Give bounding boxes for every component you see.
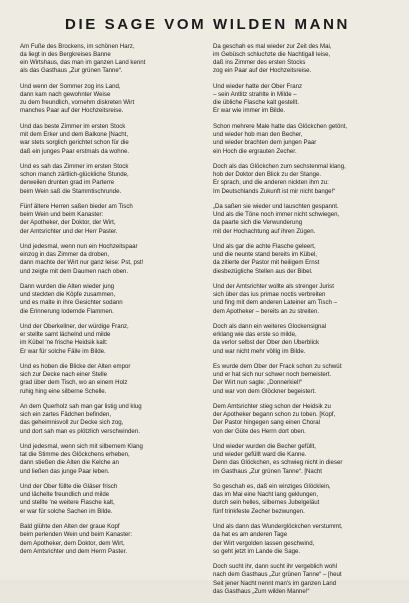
verse-line: Schon mehrere Male hatte das Glöckchen getönt, (213, 123, 348, 131)
verse-line: er stellte samt lächelnd und milde (20, 331, 111, 339)
verse-line: daß ins Zimmer des ersten Stocks (213, 59, 306, 67)
verse-line: da zitierte der Pastor mit heiligem Ernst (213, 259, 320, 267)
verse-line: und wieder gefüllt ward die Kanne. (213, 451, 307, 459)
verse-line: mit dem Erker und dem Balkone [Nacht, (20, 131, 129, 139)
verse-line: dem Amtsrichter und dem Herrn Paster. (20, 547, 128, 555)
verse-line: im Kübel 'ne frische Heidsik kalt: (20, 339, 108, 347)
verse-line: Und jedesmal, wenn sich mit silbernem Klang (20, 443, 143, 451)
verse-line: da paarte sich die Verwunderung (213, 219, 303, 227)
verse-line: Und der Oberkellner, der würdige Franz, (20, 323, 129, 331)
verse-line: beim perlenden Wein und beim Kanaster: (20, 531, 133, 539)
stanza (20, 523, 202, 556)
verse-line: und stellte 'ne weitere Flasche kalt, (20, 499, 115, 507)
verse-line: Und der Ober füllte die Gläser frisch (20, 483, 118, 491)
stanza (20, 123, 202, 156)
verse-line: Er war für solche Fälle im Bilde. (20, 347, 106, 355)
verse-line: als das Gasthaus „Zur grünen Tanne“. (20, 67, 123, 75)
verse-line: An dem Querholz sah man gar listig und klug (20, 403, 142, 411)
left-column (20, 43, 202, 603)
verse-line: Doch sucht ihr, dann sucht ihr vergeblich wohl (213, 563, 337, 571)
verse-line: Und als die Töne noch immer nicht schwiegen, (213, 211, 340, 219)
verse-line: erklang wie das erste so milde, (213, 331, 297, 339)
verse-line: Und jedesmal, wenn nun ein Hochzeitspaar (20, 243, 138, 251)
verse-line: der Wirt vergolden lassen geschwind, (213, 539, 315, 547)
stanza (213, 163, 395, 196)
stanza (20, 83, 202, 116)
verse-line: Und wenn der Sommer zog ins Land, (20, 83, 121, 91)
verse-line: Doch als dann ein weiteres Glockensignal (213, 323, 327, 331)
verse-line: der Amtsrichter und der Herr Paster. (20, 227, 118, 235)
stanza (213, 283, 395, 316)
verse-line: der Apotheker, der Doktor, der Wirt, (20, 219, 116, 227)
verse-line: durch sein helles, silbernes Jubelgeläut (213, 499, 320, 507)
stanza (213, 323, 395, 356)
verse-line: die Erinnerung lodernde Flammen. (20, 307, 114, 315)
verse-line: er war für solche Sachen im Bilde. (20, 507, 113, 515)
verse-line: Da geschah es mal wieder zur Zeit des Mai, (213, 43, 332, 50)
verse-line: die übliche Flasche kalt gestellt. (213, 99, 300, 107)
verse-line: ruhig hing eine silberne Schelle. (20, 387, 107, 395)
stanza (20, 443, 202, 476)
verse-line: grad über dem Tisch, wo an einem Holz (20, 379, 128, 387)
stanza (20, 243, 202, 276)
verse-line: ein Hoch die ergrauten Zecher. (213, 147, 297, 155)
verse-line: war stets sorglich gerichtet schon für die (20, 139, 129, 147)
stanza (213, 83, 395, 116)
verse-line: Und der Amtsrichter wollte als strenger Jurist (213, 283, 334, 291)
stanza (20, 43, 202, 76)
verse-line: und war nicht mehr völlig im Bilde. (213, 347, 306, 355)
verse-line: beim Wein und beim Kanaster: (20, 211, 104, 219)
stanza (20, 403, 202, 436)
verse-line: Doch als das Glöckchen zum sechstenmal klang, (213, 163, 346, 171)
stanza (20, 283, 202, 316)
verse-line: zu dem freundlich, vornehm diskreten Wirt (20, 99, 135, 107)
verse-line: dem Apotheker, dem Doktor, dem Wirt, (20, 539, 125, 547)
stanza (213, 43, 395, 76)
verse-line: und er hat sich nur schwer noch bemeistert. (213, 371, 332, 379)
verse-line: das Gasthaus „Zum wilden Manne!“ (213, 587, 310, 595)
verse-line: hob der Doktor den Blick zu der Stange. (213, 171, 322, 179)
verse-line: Und als dann das Wunderglöckchen verstummt, (213, 523, 343, 531)
stanza (20, 163, 202, 196)
stanza (20, 363, 202, 396)
verse-line: sich ein zartes Fädchen befinden, (20, 411, 112, 419)
verse-line: dann machte der Wirt nur ganz leise: Pst, pst! (20, 259, 144, 267)
verse-line: Es wurde dem Ober der Frack schon zu schwül: (213, 363, 343, 371)
verse-line: Er sprach, und die anderen nickten ihm zu: (213, 179, 329, 187)
verse-line: tat die Stimme des Glöckchens erheben, (20, 451, 130, 459)
verse-line: Fünf ältere Herren saßen bieder am Tisch (20, 203, 133, 211)
stanza (20, 483, 202, 516)
verse-line: und dort sah man es plötzlich verschwinden. (20, 427, 140, 435)
verse-line: so geht jetzt im Lande die Sage. (213, 547, 301, 555)
verse-line: derweilen drunten grad im Parterre (20, 179, 115, 187)
verse-line: So geschah es, daß ein winziges Glöcklein, (213, 483, 331, 491)
verse-line: Und es hoben die Blicke der Alten empor (20, 363, 131, 371)
stanza (213, 483, 395, 516)
verse-line: da liegt in des Bergkreises Banne (20, 51, 111, 59)
verse-line: Denn das Glöckchen, es schwieg nicht in dieser (213, 459, 343, 467)
stanza (213, 403, 395, 436)
poem-columns (20, 43, 395, 603)
verse-line: im Gasthaus „Zur grünen Tanne“. [Nacht (213, 467, 322, 475)
verse-line: Und das beste Zimmer im ersten Stock (20, 123, 126, 131)
verse-line: dann stießen die Alten die Kelche an (20, 459, 119, 467)
verse-line: Im Deutschlands Zukunft ist mir nicht bange!“ (213, 187, 336, 195)
verse-line: und es malte in ihre Gesichter sodann (20, 299, 123, 307)
verse-line: Bald glühte den Alten der graue Kopf (20, 523, 120, 531)
verse-line: Dem Amtsrichter stieg schon der Heidsik zu (213, 403, 331, 411)
verse-line: daß ein junges Paar erstmals da wohne. (20, 147, 130, 155)
stanza (213, 443, 395, 476)
verse-line: da hat es am anderen Tage (213, 531, 288, 539)
verse-line: und die neunte stand bereits im Kübel, (213, 251, 318, 259)
verse-line: Er war wie immer im Bilde. (213, 107, 286, 115)
verse-line: Der Pastor hingegen sang einen Choral (213, 419, 321, 427)
verse-line: nach dem Gasthaus „Zur grünen Tanne“ – [heut (213, 571, 342, 579)
verse-line: das geheimnisvoll zur Decke sich zog, (20, 419, 124, 427)
verse-line: Seit jener Nacht nennt man's im ganzen Land (213, 579, 337, 587)
verse-line: im Gebüsch schluchzte die Nachtigall leise, (213, 51, 331, 59)
verse-line: mit der Hochachtung auf ihren Zügen. (213, 227, 316, 235)
verse-line: sich über das ius primae noctis verbreiten (213, 291, 326, 299)
verse-line: und steckten die Köpfe zusammen, (20, 291, 116, 299)
stanza (213, 203, 395, 236)
verse-line: Und wieder hatte der Ober Franz (213, 83, 303, 91)
verse-line: ein Wirtshaus, das man im ganzen Land kennt (20, 59, 146, 67)
verse-line: und ließen das junge Paar leben. (20, 467, 110, 475)
verse-line: Und wieder wurden die Becher gefüllt, (213, 443, 316, 451)
verse-line: und wieder hob man den Becher, (213, 131, 303, 139)
verse-line: zog ein Paar auf der Hochzeitsreise. (213, 67, 312, 75)
verse-line: der Apotheker begann schon zu toben. [Kopf, (213, 411, 336, 419)
stanza (20, 203, 202, 236)
stanza (213, 123, 395, 156)
stanza (20, 323, 202, 356)
right-column (213, 43, 395, 603)
verse-line: Dann wurden die Alten wieder jung (20, 283, 115, 291)
verse-line: Am Fuße des Brockens, im schönen Harz, (20, 43, 135, 50)
verse-line: und zeigte mit dem Daumen nach oben. (20, 267, 129, 275)
stanza (213, 243, 395, 276)
verse-line: manches Paar auf der Hochzeitsreise. (20, 107, 124, 115)
verse-line: und lächelte freundlich und milde (20, 491, 110, 499)
verse-line: beim Wein saß die Stammtischrunde. (20, 187, 122, 195)
verse-line: und wieder brachten dem jungen Paar (213, 139, 317, 147)
verse-line: Und es sah das Zimmer im ersten Stock (20, 163, 129, 171)
verse-line: Und als gar die achte Flasche geleert, (213, 243, 316, 251)
stanza (213, 523, 395, 556)
verse-line: Der Wirt nun sagte: „Donnerkiel!“ (213, 379, 303, 387)
verse-line: einzog in das Zimmer da droben, (20, 251, 110, 259)
stanza (213, 363, 395, 396)
verse-line: schon manch zärtlich-glückliche Stunde, (20, 171, 129, 179)
verse-line: – sein Antlitz strahlte in Milde – (213, 91, 297, 99)
verse-line: und war von dem Glöckner begeistert. (213, 387, 316, 395)
verse-line: fünf trinkfeste Zecher bezwungen. (213, 507, 305, 515)
poem-title: DIE SAGE VOM WILDEN MANN (65, 16, 350, 33)
verse-line: und fing mit dem anderen Lateiner am Tisch – (213, 299, 337, 307)
verse-line: sich zur Decke nach einer Stelle (20, 371, 108, 379)
verse-line: dann kam nach gewohnter Weise (20, 91, 111, 99)
verse-line: von der Güte des Herrn dort oben. (213, 427, 306, 435)
verse-line: da verlor selbst der Ober den Überblick (213, 339, 320, 347)
verse-line: das im Mai eine Nacht lang geklungen, (213, 491, 319, 499)
verse-line: „Da saßen sie wieder und lauschten gespannt. (213, 203, 339, 211)
verse-line: diesbezügliche Stellen aus der Bibel. (213, 267, 313, 275)
verse-line: dem Apotheker – bereits an zu streiten. (213, 307, 320, 315)
